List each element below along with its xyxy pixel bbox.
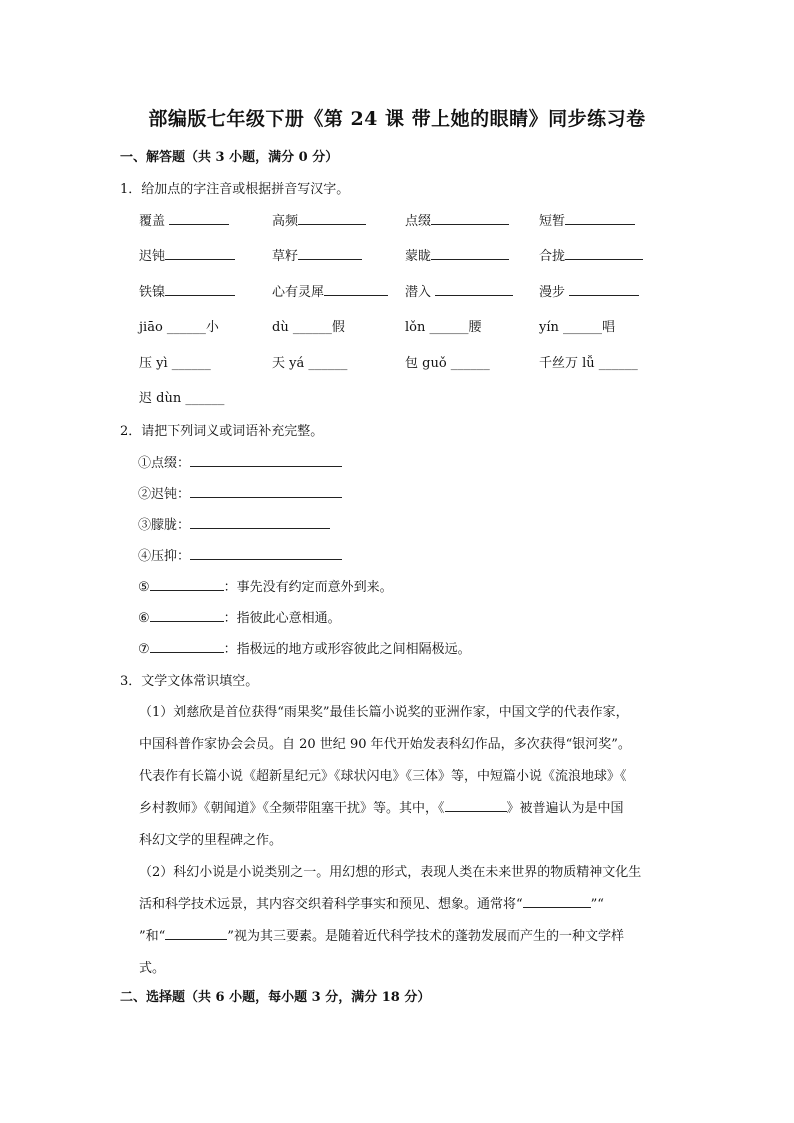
q2-line: ①点缀：	[138, 452, 342, 471]
answer-blank[interactable]	[150, 609, 224, 622]
question-3-prompt: 3．文学文体常识填空。	[120, 674, 259, 689]
answer-blank[interactable]	[565, 212, 635, 225]
q2-line: ④压抑：	[138, 545, 342, 564]
q1-item: jiāo ______小	[139, 320, 219, 335]
question-2-prompt: 2．请把下列词义或词语补充完整。	[120, 424, 324, 439]
answer-blank[interactable]	[431, 247, 509, 260]
q2-line: ⑥ ：指彼此心意相通。	[138, 611, 341, 626]
answer-blank[interactable]	[324, 283, 388, 296]
q1-item: 迟 dùn ______	[139, 391, 225, 406]
q1-item: 蒙眬	[405, 245, 509, 264]
answer-blank[interactable]	[445, 799, 507, 812]
answer-blank[interactable]	[431, 212, 509, 225]
q1-item: 迟钝	[139, 245, 235, 264]
q3-paragraph-1-line: 代表作有长篇小说《超新星纪元》《球状闪电》《三体》等，中短篇小说《流浪地球》《	[139, 769, 627, 784]
q1-item: 心有灵犀	[272, 281, 388, 300]
q3-paragraph-1-line: 科幻文学的里程碑之作。	[139, 833, 283, 848]
q1-item: 千丝万 lǚ ______	[539, 356, 638, 371]
q1-item: 草籽	[272, 245, 362, 264]
q2-line: ②迟钝：	[138, 483, 342, 502]
q1-item: 点缀	[405, 210, 509, 229]
q1-item: dù ______假	[272, 320, 345, 335]
answer-blank[interactable]	[298, 212, 366, 225]
answer-blank[interactable]	[190, 454, 342, 467]
q3-paragraph-2-line: （2）科幻小说是小说类别之一。用幻想的形式，表现人类在未来世界的物质精神文化生	[139, 865, 642, 880]
q3-paragraph-1-line: （1）刘慈欣是首位获得“雨果奖”最佳长篇小说奖的亚洲作家，中国文学的代表作家，	[139, 705, 629, 720]
answer-blank[interactable]	[190, 547, 342, 560]
answer-blank[interactable]	[523, 895, 591, 908]
q1-item: 漫步	[539, 281, 639, 300]
q1-item: 覆盖	[139, 210, 229, 229]
section-2-heading: 二、选择题（共 6 小题，每小题 3 分，满分 18 分）	[120, 990, 431, 1005]
q3-paragraph-1-line: 中国科普作家协会会员。自 20 世纪 90 年代开始发表科幻作品，多次获得“银河奖”。	[139, 737, 631, 752]
answer-blank[interactable]	[298, 247, 362, 260]
q3-paragraph-1-line: 乡村教师》《朝闻道》《全频带阻塞干扰》等。其中，《 》被普遍认为是中国	[139, 801, 624, 816]
q1-item: 短暂	[539, 210, 635, 229]
answer-blank[interactable]	[435, 283, 513, 296]
question-1-prompt: 1．给加点的字注音或根据拼音写汉字。	[120, 182, 350, 197]
q1-item: yín ______唱	[539, 320, 616, 335]
q1-item: 压 yì ______	[139, 356, 211, 371]
q1-item: 包 guǒ ______	[405, 356, 490, 371]
q2-line: ③朦胧：	[138, 514, 330, 533]
section-1-heading: 一、解答题（共 3 小题，满分 0 分）	[120, 150, 339, 165]
q1-item: lǒn ______腰	[405, 320, 482, 335]
q3-paragraph-2-line: ”和“ ”视为其三要素。是随着近代科学技术的蓬勃发展而产生的一种文学样	[139, 929, 624, 944]
q1-item: 潜入	[405, 281, 513, 300]
answer-blank[interactable]	[165, 247, 235, 260]
answer-blank[interactable]	[190, 485, 342, 498]
q3-paragraph-2-line: 活和科学技术远景，其内容交织着科学事实和预见、想象。通常将“ ”“	[139, 897, 604, 912]
answer-blank[interactable]	[169, 212, 229, 225]
q2-line: ⑦ ：指极远的地方或形容彼此之间相隔极远。	[138, 642, 471, 657]
answer-blank[interactable]	[565, 247, 643, 260]
answer-blank[interactable]	[150, 640, 224, 653]
answer-blank[interactable]	[165, 927, 227, 940]
answer-blank[interactable]	[190, 516, 330, 529]
answer-blank[interactable]	[165, 283, 235, 296]
q1-item: 合拢	[539, 245, 643, 264]
answer-blank[interactable]	[569, 283, 639, 296]
q1-item: 高频	[272, 210, 366, 229]
q3-paragraph-2-line: 式。	[139, 961, 166, 976]
q2-line: ⑤ ：事先没有约定而意外到来。	[138, 580, 393, 595]
q1-item: 天 yá ______	[272, 356, 348, 371]
q1-item: 铁镍	[139, 281, 235, 300]
answer-blank[interactable]	[150, 578, 224, 591]
page-title: 部编版七年级下册《第 24 课 带上她的眼睛》同步练习卷	[148, 108, 646, 130]
